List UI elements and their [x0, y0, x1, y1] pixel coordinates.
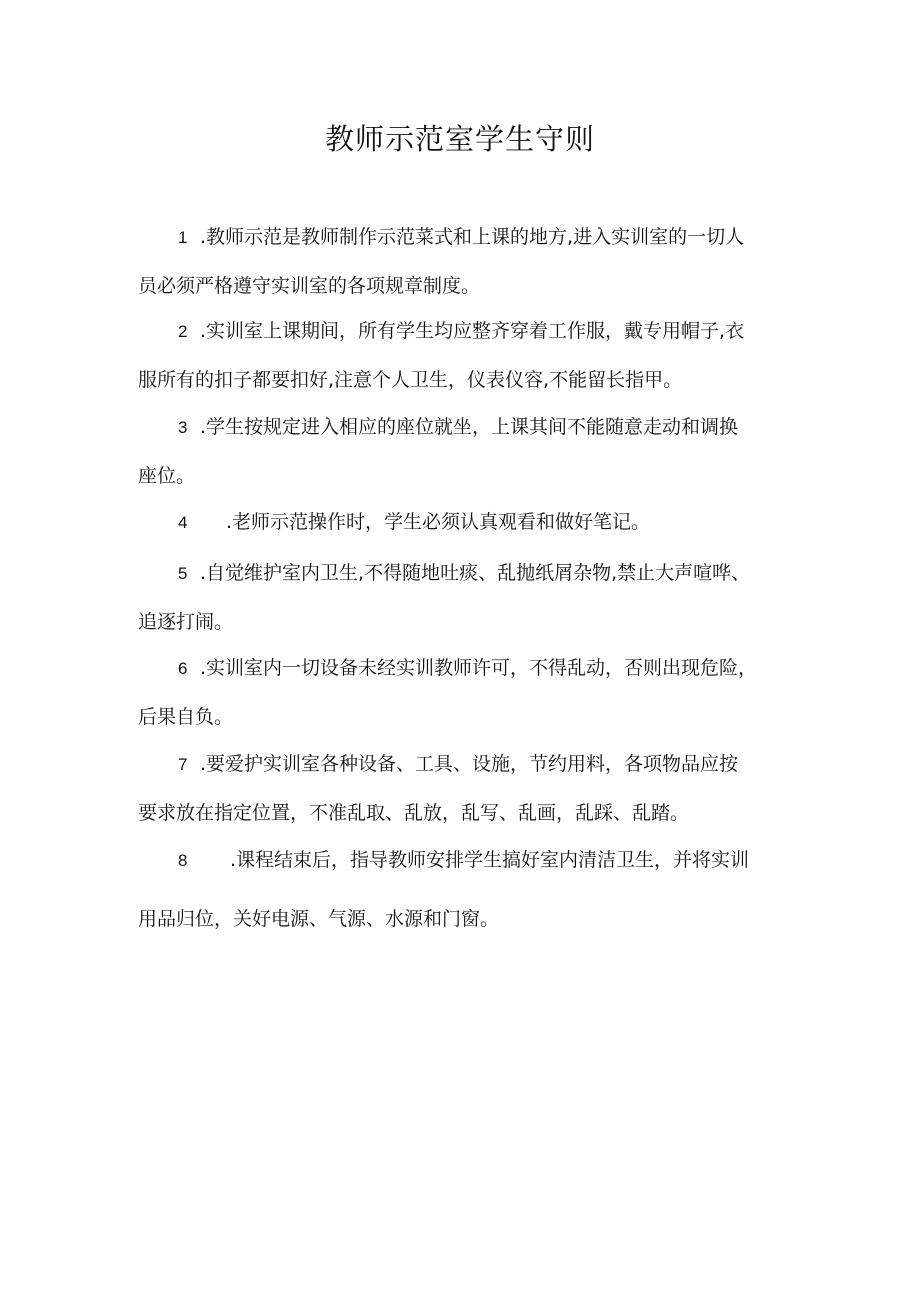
rule-text-line-2: 后果自负。 [138, 706, 234, 728]
rule-text-line-1: .学生按规定进入相应的座位就坐，上课其间不能随意走动和调换 [200, 416, 739, 438]
rule-text-line-1: .自觉维护室内卫生,不得随地吐痰、乱抛纸屑杂物,禁止大声喧哗、 [200, 562, 751, 584]
rule-number: 4 [178, 513, 188, 532]
rule-number: 7 [178, 755, 188, 774]
rule-text-line-2: 追逐打闹。 [138, 611, 234, 633]
rule-number: 5 [178, 564, 188, 583]
rule-number: 8 [178, 851, 188, 870]
rule-item [138, 740, 788, 838]
rule-text-line-2: 服所有的扣子都要扣好,注意个人卫生，仪表仪容,不能留长指甲。 [138, 369, 683, 391]
rule-item [138, 836, 788, 944]
rule-text-line-1: .老师示范操作时，学生必须认真观看和做好笔记。 [226, 511, 651, 533]
rule-item [138, 498, 788, 547]
rule-text-line-1: .实训室上课期间，所有学生均应整齐穿着工作服，戴专用帽子,衣 [200, 320, 745, 342]
rule-text-line-2: 用品归位，关好电源、气源、水源和门窗。 [138, 908, 500, 930]
rule-item [138, 307, 788, 405]
document-title: 教师示范室学生守则 [324, 122, 595, 156]
rule-item [138, 644, 788, 742]
rule-number: 2 [178, 322, 188, 341]
rule-item [138, 213, 788, 311]
rule-text-line-1: .要爱护实训室各种设备、工具、设施，节约用料，各项物品应按 [200, 753, 739, 775]
rule-text-line-2: 要求放在指定位置，不准乱取、乱放，乱写、乱画，乱踩、乱踏。 [138, 802, 690, 824]
rule-text-line-2: 员必须严格遵守实训室的各项规章制度。 [138, 275, 481, 297]
rule-text-line-1: .实训室内一切设备未经实训教师许可，不得乱动，否则出现危险， [200, 657, 758, 679]
rule-number: 6 [178, 659, 188, 678]
rule-item [138, 403, 788, 501]
rule-number: 1 [178, 228, 188, 247]
rule-number: 3 [178, 418, 188, 437]
rule-text-line-1: .教师示范是教师制作示范菜式和上课的地方,进入实训室的一切人 [200, 226, 745, 248]
rule-text-line-2: 座位。 [138, 465, 196, 487]
rule-item [138, 549, 788, 647]
rule-text-line-1: .课程结束后，指导教师安排学生搞好室内清洁卫生，并将实训 [230, 849, 750, 871]
